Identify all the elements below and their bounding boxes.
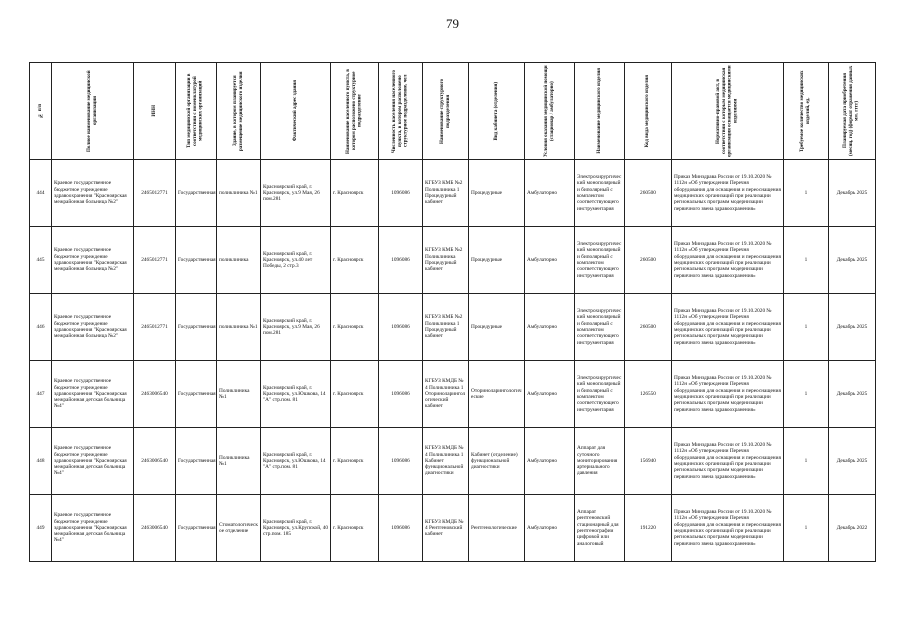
table-row — [30, 495, 876, 562]
device-code: 126550 — [625, 361, 672, 428]
subdivision: КГБУЗ КМДБ № 4 Рентгеновский кабинет — [423, 495, 469, 562]
cabinet-type: Процедурные — [469, 294, 525, 361]
legal-act: Приказ Минздрава России от 19.10.2020 № 1112н «Об утверждении Перечня оборудования для оснащения и переоснащения медицинских организаций при реализации региональных программ модернизации первичного звена здравоохранения» — [672, 227, 784, 294]
planned-date: Декабрь 2025 — [829, 428, 876, 495]
header-cell: Нормативно-правовой акт, в соответствии с которым медицинская организация оснащается медицинскими изделиями — [672, 63, 784, 160]
population: 1096086 — [379, 160, 423, 227]
care-conditions: Амбулаторно — [525, 495, 575, 562]
header-cell: Полное наименование медицинской организации — [52, 63, 134, 160]
inn: 2465012771 — [134, 294, 176, 361]
header-cell: Код вида медицинского изделия — [625, 63, 672, 160]
header-cell: Здание, в котором планируется размещение медицинского изделия — [217, 63, 261, 160]
header-cell: Условия оказания медицинской помощи (стационар / амбулаторно) — [525, 63, 575, 160]
inn: 2463006540 — [134, 495, 176, 562]
equipment-register-table — [29, 62, 876, 562]
care-conditions: Амбулаторно — [525, 160, 575, 227]
address: Красноярский край, г. Красноярск, ул.9 Мая, 26 пом.281 — [261, 160, 331, 227]
inn: 2463006540 — [134, 361, 176, 428]
device-code: 191220 — [625, 495, 672, 562]
locality: г. Красноярск — [331, 361, 379, 428]
row-number: 446 — [30, 294, 52, 361]
header-cell: Планируемая дата приобретения (месяц, год) (формат отражения данных мм. гггг) — [829, 63, 876, 160]
care-conditions: Амбулаторно — [525, 361, 575, 428]
population: 1096086 — [379, 495, 423, 562]
header-cell: Фактический адрес здания — [261, 63, 331, 160]
subdivision: КГБУЗ КМБ №2 Поликлиника 1 Процедурный кабинет — [423, 160, 469, 227]
device-name: Электрохирургический монополярный и биполярный с комплектом соответствующего инструментария — [575, 361, 625, 428]
header-cell: Наименование структурного подразделения — [423, 63, 469, 160]
header-cell: Вид кабинета (отделения) — [469, 63, 525, 160]
header-cell: ИНН — [134, 63, 176, 160]
subdivision: КГБУЗ КМДБ № 4 Поликлиника 1 Кабинет функциональной диагностики — [423, 428, 469, 495]
organization-name: Краевое государственное бюджетное учреждение здравоохранения "Красноярская межрайонная больница №2" — [52, 160, 134, 227]
building: поликлиника — [217, 227, 261, 294]
organization-type: Государственная — [176, 227, 217, 294]
planned-date: Декабрь 2025 — [829, 227, 876, 294]
table-row — [30, 160, 876, 227]
row-number: 447 — [30, 361, 52, 428]
building: Поликлиника №1 — [217, 361, 261, 428]
planned-date: Декабрь 2022 — [829, 495, 876, 562]
locality: г. Красноярск — [331, 294, 379, 361]
address: Красноярский край, г. Красноярск, ул.Крупской, 40 стр.пом. 185 — [261, 495, 331, 562]
care-conditions: Амбулаторно — [525, 428, 575, 495]
locality: г. Красноярск — [331, 495, 379, 562]
building: поликлиника №1 — [217, 160, 261, 227]
device-name: Электрохирургический монополярный и биполярный с комплектом соответствующего инструментария — [575, 227, 625, 294]
row-number: 448 — [30, 428, 52, 495]
legal-act: Приказ Минздрава России от 19.10.2020 № 1112н «Об утверждении Перечня оборудования для оснащения и переоснащения медицинских организаций при реализации региональных программ модернизации первичного звена здравоохранения» — [672, 428, 784, 495]
cabinet-type: Процедурные — [469, 160, 525, 227]
subdivision: КГБУЗ КМБ №2 Поликлиника Процедурный кабинет — [423, 227, 469, 294]
row-number: 449 — [30, 495, 52, 562]
building: Стоматологическое отделение — [217, 495, 261, 562]
organization-type: Государственная — [176, 361, 217, 428]
header-cell: Наименование населенного пункта, в котором расположено структурное подразделение — [331, 63, 379, 160]
cabinet-type: Кабинет (отделение) функциональной диагностики — [469, 428, 525, 495]
address: Красноярский край, г. Красноярск, ул.Юшкова, 14 "А" стр.пом. 81 — [261, 428, 331, 495]
organization-type: Государственная — [176, 428, 217, 495]
header-cell: Требуемое количество медицинских изделий, ед. — [784, 63, 829, 160]
cabinet-type: Рентгенологические — [469, 495, 525, 562]
planned-date: Декабрь 2025 — [829, 361, 876, 428]
device-name: Электрохирургический монополярный и биполярный с комплектом соответствующего инструментария — [575, 160, 625, 227]
header-cell: Наименование медицинского изделия — [575, 63, 625, 160]
population: 1096086 — [379, 227, 423, 294]
device-code: 260500 — [625, 160, 672, 227]
quantity: 1 — [784, 294, 829, 361]
organization-type: Государственная — [176, 294, 217, 361]
planned-date: Декабрь 2025 — [829, 294, 876, 361]
care-conditions: Амбулаторно — [525, 294, 575, 361]
header-cell: Численность населения населенного пункта, в котором расположено структурное подразделение, чел — [379, 63, 423, 160]
quantity: 1 — [784, 361, 829, 428]
subdivision: КГБУЗ КМДБ № 4 Поликлиника 1 Оториноларингологический кабинет — [423, 361, 469, 428]
legal-act: Приказ Минздрава России от 19.10.2020 № 1112н «Об утверждении Перечня оборудования для оснащения и переоснащения медицинских организаций при реализации региональных программ модернизации первичного звена здравоохранения» — [672, 495, 784, 562]
locality: г. Красноярск — [331, 160, 379, 227]
organization-name: Краевое государственное бюджетное учреждение здравоохранения "Красноярская межрайонная больница №2" — [52, 294, 134, 361]
device-name: Электрохирургический монополярный и биполярный с комплектом соответствующего инструментария — [575, 294, 625, 361]
page-number: 79 — [446, 16, 459, 31]
building: поликлиника №1 — [217, 294, 261, 361]
address: Красноярский край, г. Красноярск, ул.9 Мая, 26 пом.281 — [261, 294, 331, 361]
row-number: 445 — [30, 227, 52, 294]
device-code: 156940 — [625, 428, 672, 495]
device-name: Аппарат для суточного мониторирования артериального давления — [575, 428, 625, 495]
quantity: 1 — [784, 428, 829, 495]
locality: г. Красноярск — [331, 227, 379, 294]
organization-name: Краевое государственное бюджетное учреждение здравоохранения "Красноярская межрайонная детская больница №4" — [52, 428, 134, 495]
header-cell: Тип медицинской организации в соответствии с номенклатурой медицинских организаций — [176, 63, 217, 160]
organization-name: Краевое государственное бюджетное учреждение здравоохранения "Красноярская межрайонная детская больница №4" — [52, 361, 134, 428]
legal-act: Приказ Минздрава России от 19.10.2020 № 1112н «Об утверждении Перечня оборудования для оснащения и переоснащения медицинских организаций при реализации региональных программ модернизации первичного звена здравоохранения» — [672, 361, 784, 428]
table-row — [30, 361, 876, 428]
subdivision: КГБУЗ КМБ №2 Поликлиника 1 Процедурный кабинет — [423, 294, 469, 361]
header-cell: № п/п — [30, 63, 52, 160]
device-name: Аппарат рентгеновский стационарный для рентгенографии цифровой или аналоговый — [575, 495, 625, 562]
inn: 2465012771 — [134, 227, 176, 294]
quantity: 1 — [784, 227, 829, 294]
locality: г. Красноярск — [331, 428, 379, 495]
row-number: 444 — [30, 160, 52, 227]
quantity: 1 — [784, 160, 829, 227]
cabinet-type: Процедурные — [469, 227, 525, 294]
building: Поликлиника №1 — [217, 428, 261, 495]
population: 1096086 — [379, 361, 423, 428]
header-row — [30, 63, 876, 160]
table-row — [30, 428, 876, 495]
care-conditions: Амбулаторно — [525, 227, 575, 294]
population: 1096086 — [379, 294, 423, 361]
cabinet-type: Оториноларингологические — [469, 361, 525, 428]
device-code: 260500 — [625, 227, 672, 294]
legal-act: Приказ Минздрава России от 19.10.2020 № 1112н «Об утверждении Перечня оборудования для оснащения и переоснащения медицинских организаций при реализации региональных программ модернизации первичного звена здравоохранения» — [672, 160, 784, 227]
legal-act: Приказ Минздрава России от 19.10.2020 № 1112н «Об утверждении Перечня оборудования для оснащения и переоснащения медицинских организаций при реализации региональных программ модернизации первичного звена здравоохранения» — [672, 294, 784, 361]
organization-name: Краевое государственное бюджетное учреждение здравоохранения "Красноярская межрайонная детская больница №4" — [52, 495, 134, 562]
planned-date: Декабрь 2025 — [829, 160, 876, 227]
device-code: 260500 — [625, 294, 672, 361]
address: Красноярский край, г. Красноярск, ул.40 лет Победы, 2 стр.3 — [261, 227, 331, 294]
inn: 2465012771 — [134, 160, 176, 227]
table-row — [30, 294, 876, 361]
population: 1096086 — [379, 428, 423, 495]
table-row — [30, 227, 876, 294]
inn: 2463006540 — [134, 428, 176, 495]
quantity: 1 — [784, 495, 829, 562]
address: Красноярский край, г. Красноярск, ул.Юшкова, 14 "А" стр.пом. 81 — [261, 361, 331, 428]
organization-type: Государственная — [176, 495, 217, 562]
organization-type: Государственная — [176, 160, 217, 227]
organization-name: Краевое государственное бюджетное учреждение здравоохранения "Красноярская межрайонная больница №2" — [52, 227, 134, 294]
